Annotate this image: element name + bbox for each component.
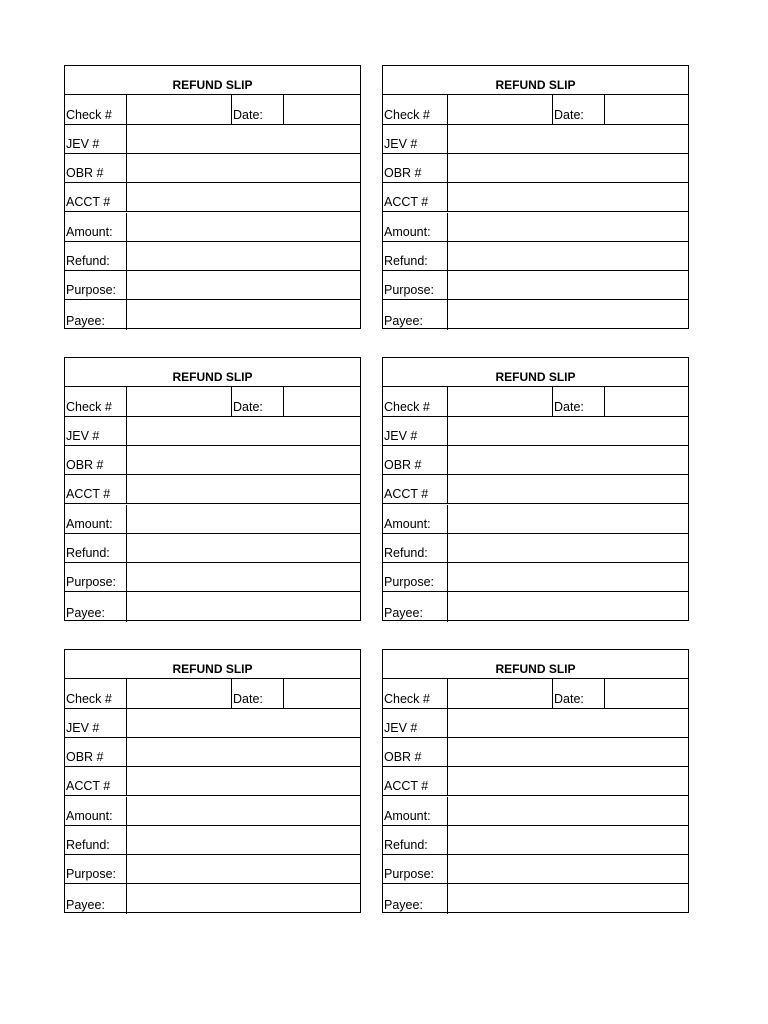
field-value-cell[interactable] bbox=[447, 767, 688, 795]
slip-field-row bbox=[383, 475, 688, 504]
field-label: ACCT # bbox=[66, 779, 111, 794]
slip-field-row bbox=[383, 505, 688, 534]
refund-slip bbox=[64, 65, 361, 329]
slip-field-row bbox=[383, 738, 688, 767]
check-label: Check # bbox=[384, 691, 430, 706]
field-label: Payee: bbox=[66, 605, 105, 620]
date-field[interactable] bbox=[604, 387, 688, 415]
field-value-cell[interactable] bbox=[447, 797, 688, 825]
field-value-cell[interactable] bbox=[126, 563, 360, 591]
field-label: OBR # bbox=[384, 166, 422, 181]
slip-field-row bbox=[383, 154, 688, 183]
slip-title: REFUND SLIP bbox=[65, 358, 360, 387]
field-value-cell[interactable] bbox=[447, 154, 688, 182]
cell-divider bbox=[231, 95, 232, 123]
field-value-cell[interactable] bbox=[126, 826, 360, 854]
field-label: Refund: bbox=[384, 254, 428, 269]
slip-field-row bbox=[65, 183, 360, 212]
field-value-cell[interactable] bbox=[126, 417, 360, 445]
cell-divider bbox=[126, 679, 127, 707]
field-label: Purpose: bbox=[66, 283, 117, 298]
check-row bbox=[65, 387, 360, 416]
date-label: Date: bbox=[554, 691, 584, 706]
field-value-cell[interactable] bbox=[126, 300, 360, 329]
field-value-cell[interactable] bbox=[447, 592, 688, 621]
check-row bbox=[383, 679, 688, 708]
slip-field-row bbox=[383, 826, 688, 855]
slip-title: REFUND SLIP bbox=[65, 66, 360, 95]
field-value-cell[interactable] bbox=[126, 534, 360, 562]
slip-field-row bbox=[65, 475, 360, 504]
slip-field-row bbox=[383, 534, 688, 563]
slip-field-row bbox=[65, 417, 360, 446]
check-label: Check # bbox=[384, 399, 430, 414]
check-label: Check # bbox=[384, 107, 430, 122]
field-label: JEV # bbox=[384, 428, 418, 443]
field-value-cell[interactable] bbox=[447, 300, 688, 329]
slip-field-row bbox=[65, 213, 360, 242]
field-label: ACCT # bbox=[384, 195, 429, 210]
field-label: OBR # bbox=[66, 458, 104, 473]
field-label: Refund: bbox=[66, 546, 110, 561]
cell-divider bbox=[231, 387, 232, 415]
check-label: Check # bbox=[66, 107, 112, 122]
field-value-cell[interactable] bbox=[447, 709, 688, 737]
field-value-cell[interactable] bbox=[126, 738, 360, 766]
slip-field-row bbox=[65, 446, 360, 475]
slip-title: REFUND SLIP bbox=[383, 66, 688, 95]
field-label: Refund: bbox=[66, 254, 110, 269]
field-label: Payee: bbox=[384, 605, 423, 620]
field-value-cell[interactable] bbox=[447, 738, 688, 766]
slip-field-row bbox=[383, 563, 688, 592]
slip-field-row bbox=[383, 709, 688, 738]
field-value-cell[interactable] bbox=[126, 475, 360, 503]
field-label: Payee: bbox=[66, 313, 105, 328]
field-label: Purpose: bbox=[384, 283, 435, 298]
field-label: OBR # bbox=[66, 166, 104, 181]
cell-divider bbox=[126, 387, 127, 415]
field-value-cell[interactable] bbox=[126, 213, 360, 241]
slip-field-row bbox=[383, 446, 688, 475]
field-value-cell[interactable] bbox=[447, 505, 688, 533]
cell-divider bbox=[447, 95, 448, 123]
field-label: Payee: bbox=[384, 897, 423, 912]
date-field[interactable] bbox=[283, 95, 360, 123]
field-value-cell[interactable] bbox=[447, 446, 688, 474]
field-label: OBR # bbox=[384, 458, 422, 473]
field-value-cell[interactable] bbox=[126, 125, 360, 153]
slip-field-row bbox=[383, 183, 688, 212]
field-label: ACCT # bbox=[66, 487, 111, 502]
slip-field-row bbox=[383, 242, 688, 271]
field-value-cell[interactable] bbox=[126, 242, 360, 270]
field-value-cell[interactable] bbox=[447, 271, 688, 299]
slip-field-row bbox=[65, 767, 360, 796]
field-label: Amount: bbox=[384, 516, 431, 531]
cell-divider bbox=[231, 679, 232, 707]
field-value-cell[interactable] bbox=[447, 213, 688, 241]
slip-field-row bbox=[383, 797, 688, 826]
field-label: Amount: bbox=[66, 516, 113, 531]
refund-slip bbox=[64, 649, 361, 913]
field-value-cell[interactable] bbox=[447, 884, 688, 913]
field-value-cell[interactable] bbox=[447, 826, 688, 854]
field-value-cell[interactable] bbox=[447, 563, 688, 591]
slip-field-row bbox=[383, 271, 688, 300]
slip-title: REFUND SLIP bbox=[65, 650, 360, 679]
refund-slip bbox=[64, 357, 361, 621]
slip-field-row bbox=[65, 563, 360, 592]
field-value-cell[interactable] bbox=[447, 534, 688, 562]
slip-field-row bbox=[383, 592, 688, 621]
cell-divider bbox=[126, 95, 127, 123]
field-label: Amount: bbox=[384, 224, 431, 239]
cell-divider bbox=[552, 95, 553, 123]
field-label: Purpose: bbox=[384, 867, 435, 882]
slip-field-row bbox=[65, 154, 360, 183]
slip-field-row bbox=[383, 855, 688, 884]
field-value-cell[interactable] bbox=[126, 797, 360, 825]
slip-field-row bbox=[383, 125, 688, 154]
field-value-cell[interactable] bbox=[447, 183, 688, 211]
field-label: OBR # bbox=[66, 750, 104, 765]
check-number-field[interactable] bbox=[126, 95, 231, 123]
field-value-cell[interactable] bbox=[447, 242, 688, 270]
field-value-cell[interactable] bbox=[447, 475, 688, 503]
refund-slip bbox=[382, 649, 689, 913]
slip-field-row bbox=[65, 738, 360, 767]
slip-field-row bbox=[65, 242, 360, 271]
field-value-cell[interactable] bbox=[126, 505, 360, 533]
field-label: JEV # bbox=[66, 428, 100, 443]
slip-field-row bbox=[65, 271, 360, 300]
field-value-cell[interactable] bbox=[126, 271, 360, 299]
slip-field-row bbox=[65, 855, 360, 884]
slip-field-row bbox=[65, 826, 360, 855]
check-number-field[interactable] bbox=[126, 679, 231, 707]
field-label: Payee: bbox=[66, 897, 105, 912]
field-label: Amount: bbox=[66, 808, 113, 823]
date-label: Date: bbox=[554, 107, 584, 122]
field-label: ACCT # bbox=[384, 487, 429, 502]
field-label: Refund: bbox=[66, 838, 110, 853]
check-row bbox=[383, 387, 688, 416]
slip-field-row bbox=[383, 884, 688, 913]
slip-field-row bbox=[65, 534, 360, 563]
field-label: Purpose: bbox=[66, 575, 117, 590]
field-value-cell[interactable] bbox=[447, 855, 688, 883]
slip-field-row bbox=[383, 213, 688, 242]
field-label: ACCT # bbox=[66, 195, 111, 210]
check-row bbox=[65, 679, 360, 708]
check-number-field[interactable] bbox=[447, 387, 552, 415]
field-value-cell[interactable] bbox=[126, 709, 360, 737]
field-label: Refund: bbox=[384, 546, 428, 561]
field-value-cell[interactable] bbox=[126, 767, 360, 795]
cell-divider bbox=[447, 387, 448, 415]
slip-field-row bbox=[65, 125, 360, 154]
field-label: OBR # bbox=[384, 750, 422, 765]
date-field[interactable] bbox=[604, 95, 688, 123]
field-label: Amount: bbox=[384, 808, 431, 823]
field-label: ACCT # bbox=[384, 779, 429, 794]
field-value-cell[interactable] bbox=[447, 417, 688, 445]
field-value-cell[interactable] bbox=[126, 446, 360, 474]
date-field[interactable] bbox=[604, 679, 688, 707]
field-label: JEV # bbox=[384, 136, 418, 151]
date-label: Date: bbox=[233, 691, 263, 706]
check-row bbox=[383, 95, 688, 124]
date-label: Date: bbox=[233, 107, 263, 122]
field-value-cell[interactable] bbox=[126, 592, 360, 621]
refund-slip bbox=[382, 65, 689, 329]
slip-field-row bbox=[65, 884, 360, 913]
field-value-cell[interactable] bbox=[126, 183, 360, 211]
date-field[interactable] bbox=[283, 679, 360, 707]
check-label: Check # bbox=[66, 399, 112, 414]
field-label: JEV # bbox=[66, 720, 100, 735]
date-label: Date: bbox=[554, 399, 584, 414]
slip-title: REFUND SLIP bbox=[383, 358, 688, 387]
field-value-cell[interactable] bbox=[126, 884, 360, 913]
slip-field-row bbox=[65, 592, 360, 621]
field-value-cell[interactable] bbox=[126, 154, 360, 182]
slip-field-row bbox=[65, 709, 360, 738]
check-number-field[interactable] bbox=[126, 387, 231, 415]
cell-divider bbox=[447, 679, 448, 707]
field-label: Purpose: bbox=[384, 575, 435, 590]
check-label: Check # bbox=[66, 691, 112, 706]
refund-slip bbox=[382, 357, 689, 621]
slip-field-row bbox=[383, 767, 688, 796]
field-value-cell[interactable] bbox=[447, 125, 688, 153]
cell-divider bbox=[552, 387, 553, 415]
check-number-field[interactable] bbox=[447, 679, 552, 707]
field-label: Refund: bbox=[384, 838, 428, 853]
slip-field-row bbox=[65, 300, 360, 329]
cell-divider bbox=[552, 679, 553, 707]
slip-field-row bbox=[383, 417, 688, 446]
field-value-cell[interactable] bbox=[126, 855, 360, 883]
field-label: Payee: bbox=[384, 313, 423, 328]
date-field[interactable] bbox=[283, 387, 360, 415]
field-label: JEV # bbox=[66, 136, 100, 151]
slip-title: REFUND SLIP bbox=[383, 650, 688, 679]
slip-field-row bbox=[383, 300, 688, 329]
slip-field-row bbox=[65, 797, 360, 826]
field-label: Purpose: bbox=[66, 867, 117, 882]
field-label: Amount: bbox=[66, 224, 113, 239]
check-row bbox=[65, 95, 360, 124]
date-label: Date: bbox=[233, 399, 263, 414]
check-number-field[interactable] bbox=[447, 95, 552, 123]
slip-field-row bbox=[65, 505, 360, 534]
field-label: JEV # bbox=[384, 720, 418, 735]
